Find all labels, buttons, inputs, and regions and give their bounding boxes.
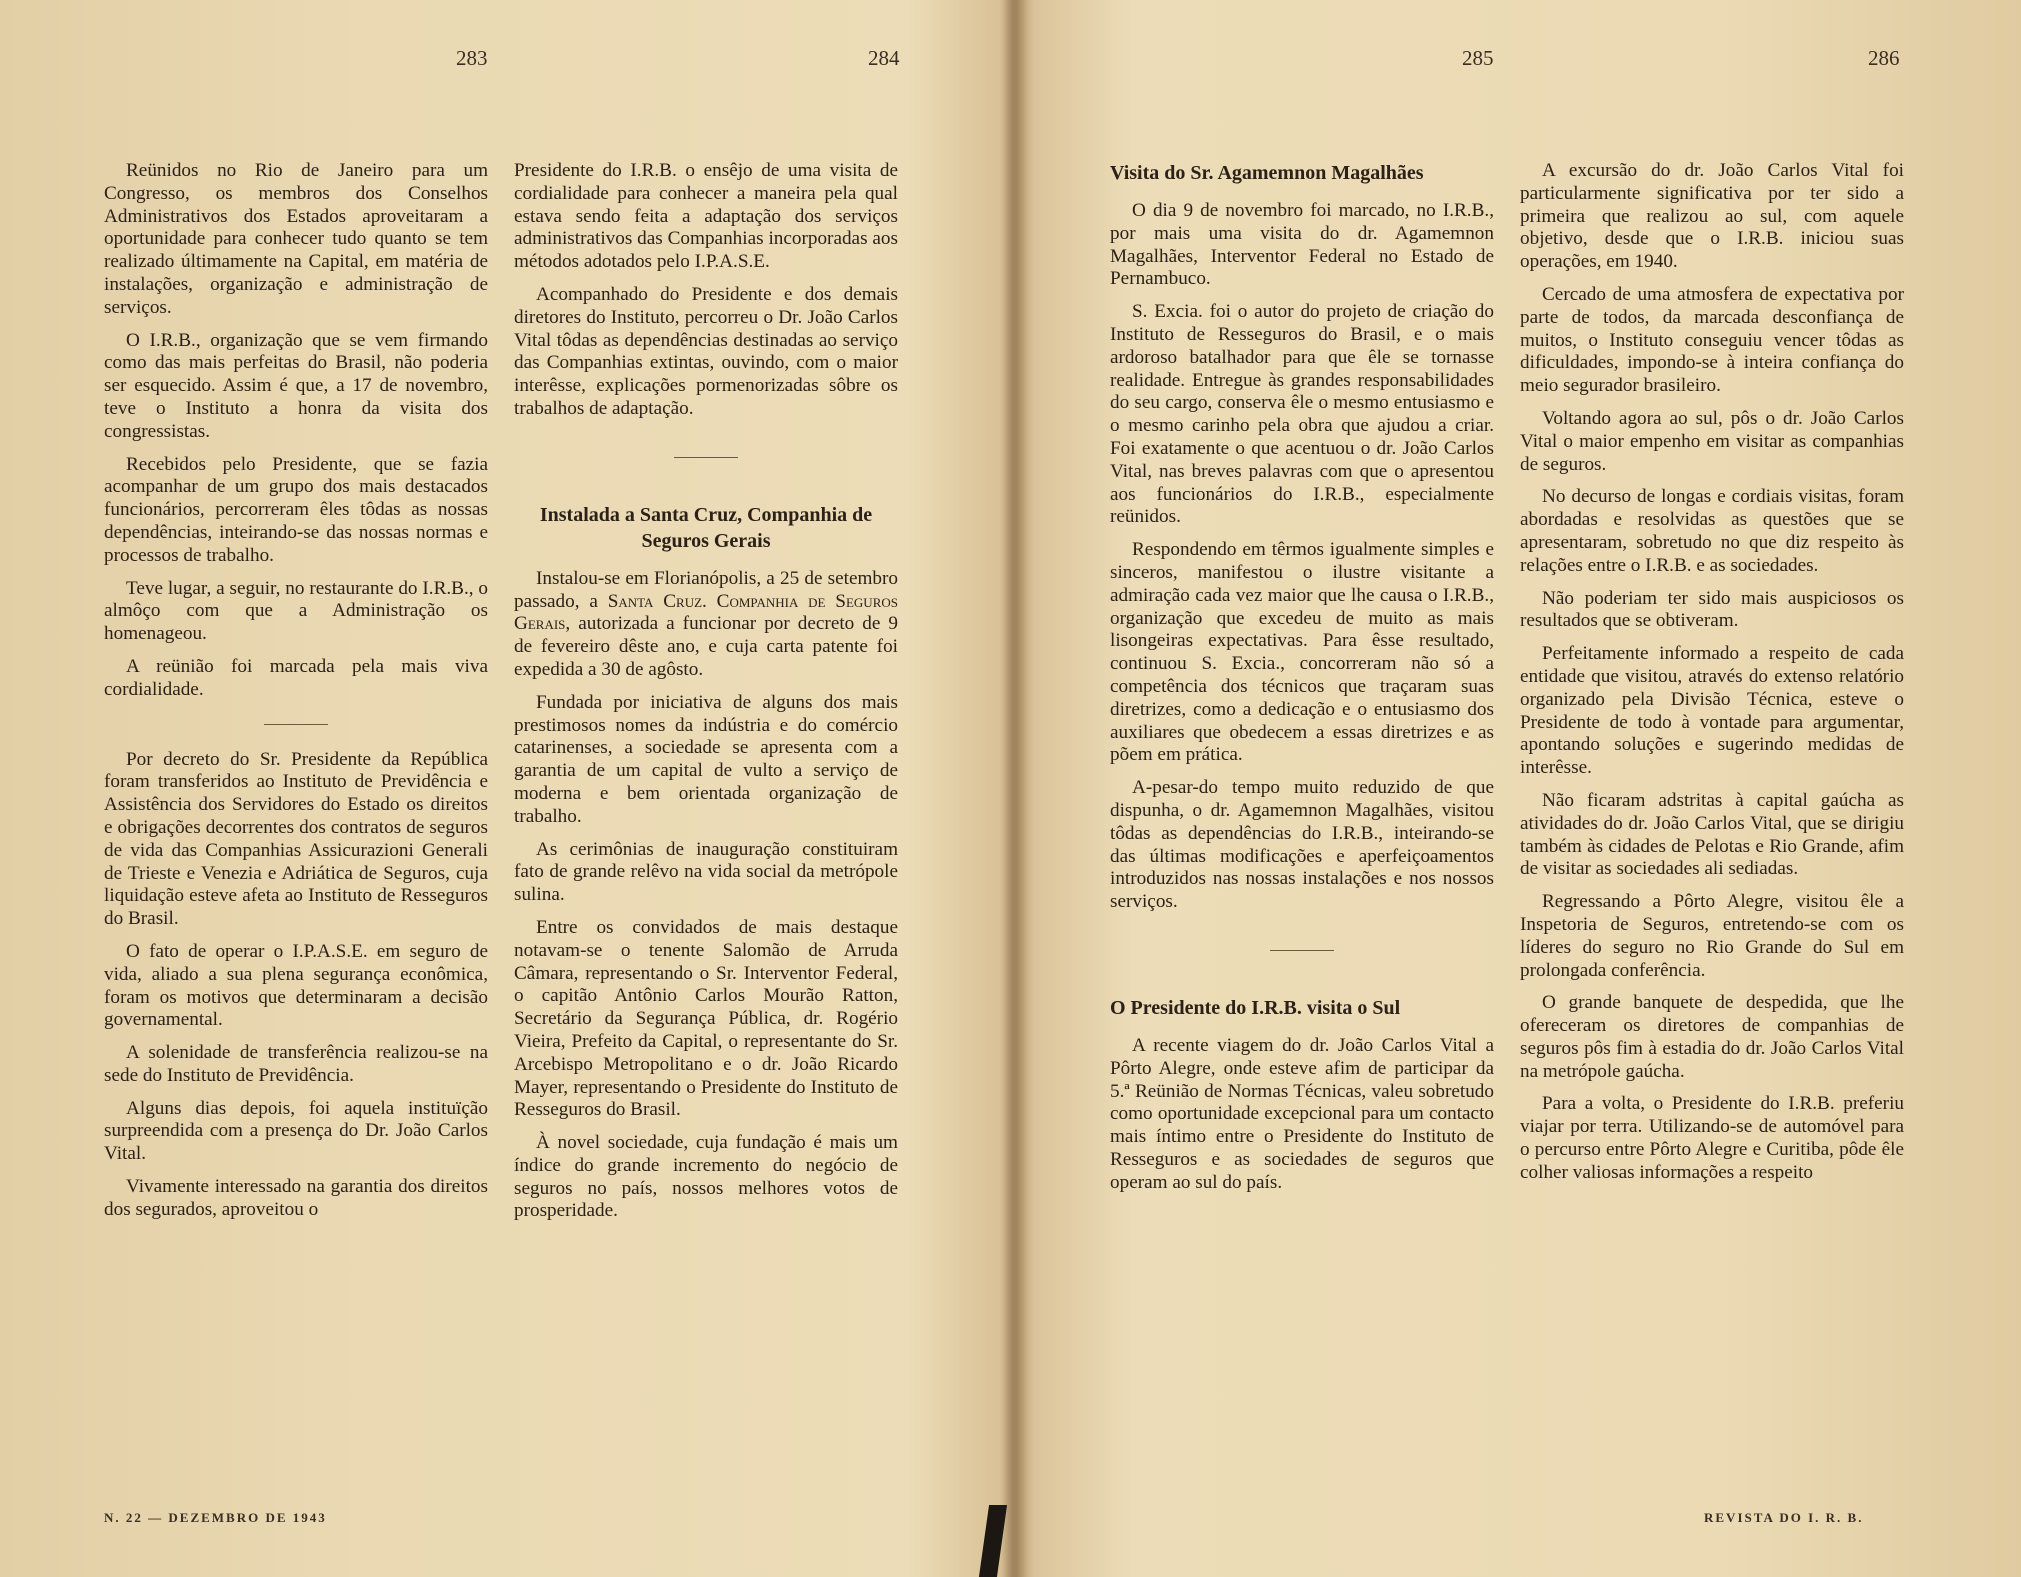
paragraph: As cerimônias de inauguração constituiram fato de grande relêvo na vida social da metrópole sulina. (514, 838, 898, 906)
section-divider (1270, 950, 1334, 951)
paragraph: A-pesar-do tempo muito reduzido de que dispunha, o dr. Agamemnon Magalhães, visitou tôdas as dependências do I.R.B., inteirando-se das últimas modificações e aperfeiçoamentos introduzidos nas nossas instalações e nos nossos serviços. (1110, 777, 1494, 913)
paragraph: S. Excia. foi o autor do projeto de criação do Instituto de Resseguros do Brasil, e o mais ardoroso batalhador para que êle se tornasse realidade. Entregue às grandes responsabilidades do seu cargo, conserva êle o mesmo entusiasmo e o mesmo carinho pela obra que ajudou a criar. Foi exatamente o que acentuou o dr. João Carlos Vital, nas breves palavras com que o apresentou aos funcionários do I.R.B., especialmente reünidos. (1110, 301, 1494, 528)
paragraph: A excursão do dr. João Carlos Vital foi particularmente significativa por ter sido a primeira que realizou ao sul, com aquele objetivo, desde que o I.R.B. iniciou suas operações, em 1940. (1520, 160, 1904, 273)
section-divider (674, 457, 738, 458)
page-number-283: 283 (456, 46, 488, 70)
page-number-284: 284 (868, 46, 900, 70)
paragraph: À novel sociedade, cuja fundação é mais um índice do grande incremento do negócio de seguros no país, nossos melhores votos de prosperidade. (514, 1132, 898, 1222)
paragraph: Respondendo em têrmos igualmente simples e sinceros, manifestou o ilustre visitante a admiração cada vez maior que lhe causa o I.R.B., organização que excedeu de muito as mais lisongeiras expectativas. Para êsse resultado, continuou S. Excia., concorreram não só a competência dos técnicos que traçaram suas diretrizes, como a dedicação e o entusiasmo dos auxiliares que obedecem a essas diretrizes e as põem em prática. (1110, 539, 1494, 766)
text-span: , autorizada a funcionar por decreto de 9 de fevereiro dêste ano, e cuja carta patente foi expedida a 30 de agôsto. (514, 613, 898, 680)
paragraph: Alguns dias depois, foi aquela instituïção surpreendida com a presença do Dr. João Carlos Vital. (104, 1097, 488, 1165)
binding-gutter (1000, 0, 1028, 1577)
paragraph: A recente viagem do dr. João Carlos Vital a Pôrto Alegre, onde esteve afim de participar da 5.ª Reünião de Normas Técnicas, valeu sobretudo como oportunidade excepcional para um contacto mais íntimo entre o Presidente do Instituto de Resseguros e as sociedades de seguros que operam ao sul do país. (1110, 1034, 1494, 1193)
paragraph: Reünidos no Rio de Janeiro para um Congresso, os membros dos Conselhos Administrativos dos Estados aproveitaram a oportunidade para conhecer tudo quanto se tem realizado últimamente na Capital, em matéria de instalações, organização e administração de serviços. (104, 160, 488, 318)
paragraph: Por decreto do Sr. Presidente da República foram transferidos ao Instituto de Previdência e Assistência dos Servidores do Estado os direitos e obrigações decorrentes dos contratos de seguros de vida das Companhias Assicurazioni Generali de Trieste e Venezia e Adriática de Seguros, cuja liquidação esteve afeta ao Instituto de Resseguros do Brasil. (104, 748, 488, 930)
column-page-285 (1110, 160, 1494, 1204)
section-heading-santa-cruz: Instalada a Santa Cruz, Companhia de Seguros Gerais (539, 503, 873, 552)
paragraph: Presidente do I.R.B. o ensêjo de uma visita de cordialidade para conhecer a maneira pela qual estava sendo feita a adaptação dos serviços administrativos das Companhias incorporadas aos métodos adotados pelo I.P.A.S.E. (514, 160, 898, 273)
paragraph: Para a volta, o Presidente do I.R.B. preferiu viajar por terra. Utilizando-se de automóvel para o percurso entre Pôrto Alegre e Curitiba, pôde êle colher valiosas informações a respeito (1520, 1093, 1904, 1183)
paragraph: A reünião foi marcada pela mais viva cordialidade. (104, 655, 488, 700)
section-divider (264, 724, 328, 725)
paragraph: Cercado de uma atmosfera de expectativa por parte de todos, da marcada desconfiança de muitos, o Instituto conseguiu vencer tôdas as dificuldades, impondo-se à inteira confiança do meio segurador brasileiro. (1520, 283, 1904, 397)
paragraph: Acompanhado do Presidente e dos demais diretores do Instituto, percorreu o Dr. João Carlos Vital tôdas as dependências destinadas ao serviço das Companhias extintas, ouvindo, com o maior interêsse, explicações pormenorizadas sôbre os trabalhos de adaptação. (514, 283, 898, 419)
paragraph: Recebidos pelo Presidente, que se fazia acompanhar de um grupo dos mais destacados funcionários, percorreram êles tôdas as nossas dependências, inteirando-se das nossas normas e processos de trabalho. (104, 453, 488, 566)
text-span: Instalou-se em Florianópolis, a 25 de setembro passado, a (514, 567, 898, 612)
paragraph: No decurso de longas e cordiais visitas, foram abordadas e resolvidas as questões que se apresentaram, sobretudo no que diz respeito às relações entre o I.R.B. e as sociedades. (1520, 486, 1904, 576)
paragraph: Teve lugar, a seguir, no restaurante do I.R.B., o almôço com que a Administração os homenageou. (104, 577, 488, 645)
paragraph: Não poderiam ter sido mais auspiciosos os resultados que se obtiveram. (1520, 587, 1904, 632)
page-number-285: 285 (1462, 46, 1494, 70)
section-heading-presidente-sul: O Presidente do I.R.B. visita o Sul (1110, 996, 1401, 1019)
paragraph (514, 568, 898, 682)
paragraph: Voltando agora ao sul, pôs o dr. João Carlos Vital o maior empenho em visitar as companhias de seguros. (1520, 407, 1904, 475)
column-page-286 (1520, 160, 1904, 1195)
paragraph: O fato de operar o I.P.A.S.E. em seguro de vida, aliado a sua plena segurança econômica, foram os motivos que determinaram a decisão governamental. (104, 940, 488, 1031)
paragraph: Não ficaram adstritas à capital gaúcha as atividades do dr. João Carlos Vital, que se dirigiu também às cidades de Pelotas e Rio Grande, afim de visitar as sociedades ali sediadas. (1520, 789, 1904, 880)
paragraph: O I.R.B., organização que se vem firmando como das mais perfeitas do Brasil, não poderia ser esquecido. Assim é que, a 17 de novembro, teve o Instituto a honra da visita dos congressistas. (104, 329, 488, 442)
paragraph: Fundada por iniciativa de alguns dos mais prestimosos nomes da indústria e do comércio catarinenses, a sociedade se apresenta com a garantia de um capital de vulto a serviço de moderna e bem orientada organização de trabalho. (514, 691, 898, 827)
company-name: Santa Cruz. Companhia de Seguros Gerais (514, 590, 898, 635)
column-page-283 (104, 160, 488, 1232)
paragraph: Entre os convidados de mais destaque notavam-se o tenente Salomão de Arruda Câmara, representando o Sr. Interventor Federal, o capitão Antônio Carlos Mourão Ratton, Secretário da Segurança Pública, dr. Rogério Vieira, Prefeito da Capital, o representante do Sr. Arcebispo Metropolitano e o dr. João Ricardo Mayer, representando o Presidente do Instituto de Resseguros do Brasil. (514, 916, 898, 1121)
footer-journal: REVISTA DO I. R. B. (1704, 1510, 1864, 1525)
footer-issue: N. 22 — DEZEMBRO DE 1943 (104, 1510, 327, 1525)
paragraph: A solenidade de transferência realizou-se na sede do Instituto de Previdência. (104, 1042, 488, 1086)
paragraph: O grande banquete de despedida, que lhe ofereceram os diretores de companhias de seguros pôs fim à estadia do dr. João Carlos Vital na metrópole gaúcha. (1520, 992, 1904, 1082)
paragraph: Regressando a Pôrto Alegre, visitou êle a Inspetoria de Seguros, entretendo-se com os líderes do seguro no Rio Grande do Sul em prolongada conferência. (1520, 891, 1904, 981)
paragraph: O dia 9 de novembro foi marcado, no I.R.B., por mais uma visita do dr. Agamemnon Magalhães, Interventor Federal no Estado de Pernambuco. (1110, 200, 1494, 290)
column-page-284 (514, 160, 898, 1233)
paragraph: Perfeitamente informado a respeito de cada entidade que visitou, através do extenso relatório organizado pela Divisão Técnica, esteve o Presidente de todo à vontade para argumentar, apontando soluções e sugerindo medidas de interêsse. (1520, 643, 1904, 779)
page-number-286: 286 (1868, 46, 1900, 70)
paragraph: Vivamente interessado na garantia dos direitos dos segurados, aproveitou o (104, 1176, 488, 1220)
section-heading-agamemnon: Visita do Sr. Agamemnon Magalhães (1110, 162, 1424, 184)
